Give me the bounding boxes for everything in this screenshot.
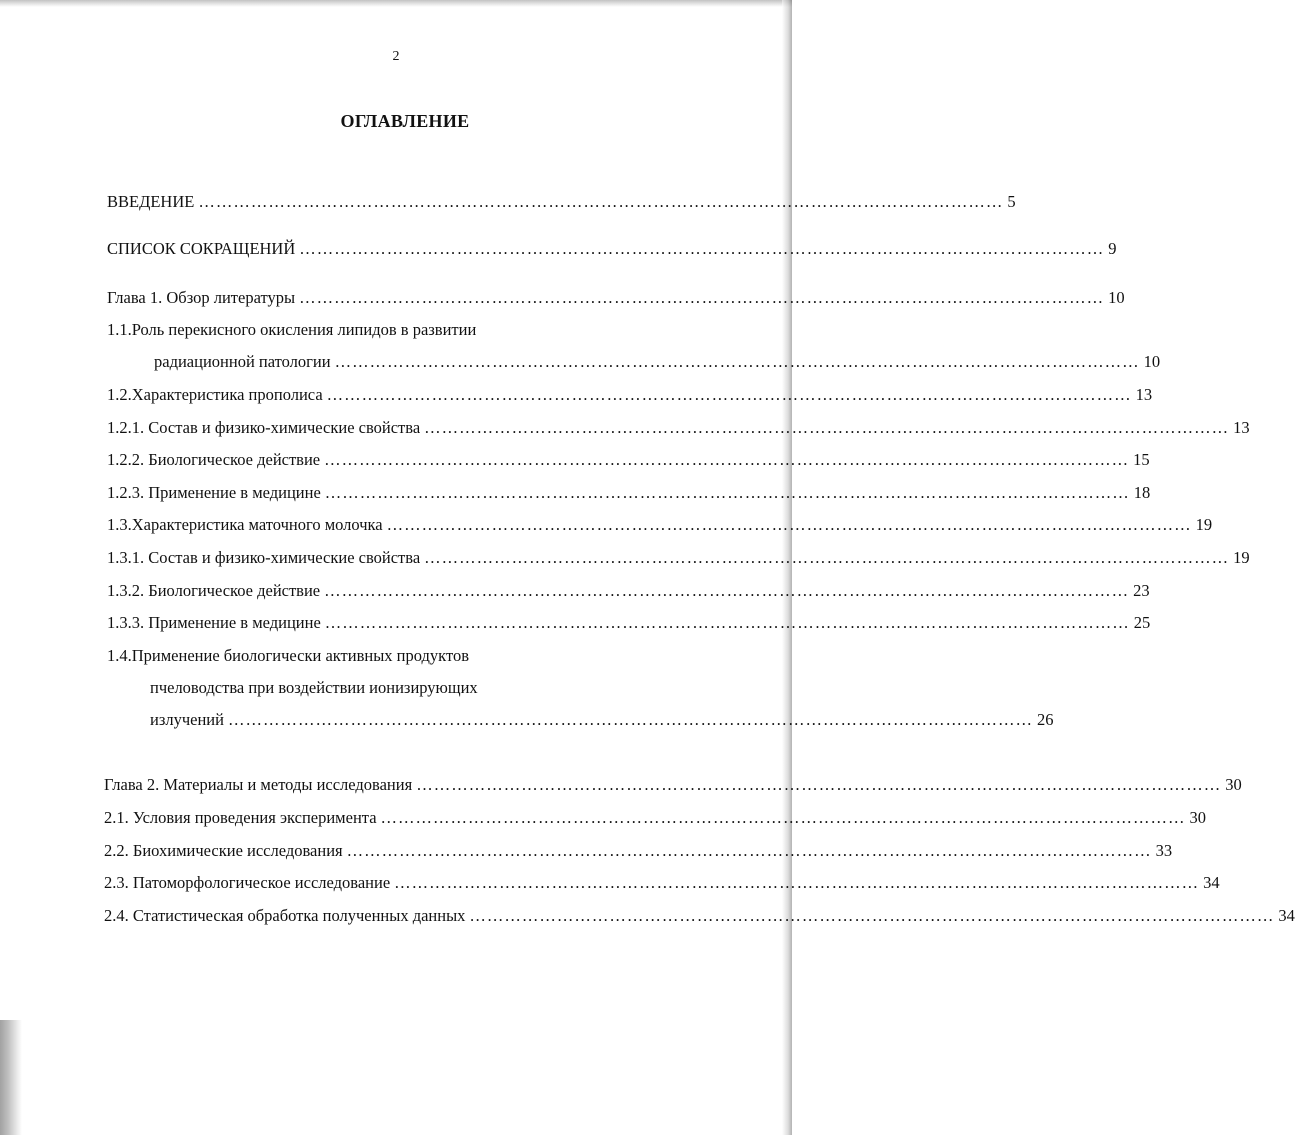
toc-page-number: 23 (1133, 581, 1150, 600)
toc-entry-label: Применение биологически активных продуктов (131, 646, 470, 665)
toc-entry-label: 2.1. Условия проведения эксперимента (104, 808, 377, 827)
dot-leader: ………………………………………………………………………………………………………………………… (299, 288, 1105, 307)
scan-edge-shadow (0, 1020, 22, 1135)
toc-entry-1-1-cont[interactable] (154, 352, 1161, 372)
toc-entry-1-4-cont2[interactable] (150, 710, 1054, 730)
toc-entry-label: Характеристика прополиса (131, 385, 323, 404)
toc-section-number: 1.2. (107, 385, 132, 404)
toc-entry-1-3-1[interactable] (107, 548, 1250, 568)
toc-entry-1-2[interactable] (107, 385, 1153, 405)
toc-entry-1-2-1[interactable] (107, 418, 1250, 438)
toc-page-number: 19 (1195, 515, 1213, 534)
page-number: 2 (392, 49, 400, 64)
toc-page-number: 33 (1155, 841, 1173, 860)
toc-page-number: 15 (1133, 450, 1150, 469)
dot-leader: ………………………………………………………………………………………………………………………… (324, 483, 1130, 502)
toc-page-number: 5 (1007, 192, 1016, 211)
toc-entry-label: СПИСОК СОКРАЩЕНИЙ (107, 239, 296, 258)
toc-entry-1-3-3[interactable] (107, 613, 1151, 633)
dot-leader: ………………………………………………………………………………………………………………………… (299, 239, 1105, 258)
toc-entry-1-4-cont[interactable] (150, 678, 478, 698)
toc-entry-1-2-3[interactable] (107, 483, 1151, 503)
toc-section-number: 1.4. (107, 646, 132, 665)
toc-entry-label: Глава 2. Материалы и методы исследования (104, 775, 413, 794)
toc-entry-label: Роль перекисного окисления липидов в развитии (131, 320, 477, 339)
toc-page-number: 34 (1203, 873, 1220, 892)
dot-leader: ………………………………………………………………………………………………………………………… (326, 385, 1132, 404)
dot-leader: ………………………………………………………………………………………………………………………… (386, 515, 1192, 534)
dot-leader: ………………………………………………………………………………………………………………………… (334, 352, 1140, 371)
page-title: ОГЛАВЛЕНИЕ (340, 111, 470, 131)
toc-entry-1-1[interactable] (107, 320, 476, 340)
toc-entry-1-3[interactable] (107, 515, 1213, 535)
toc-entry-label: Характеристика маточного молочка (131, 515, 383, 534)
toc-entry-label: 2.4. Статистическая обработка полученных данных (104, 906, 466, 925)
toc-page-number: 13 (1135, 385, 1153, 404)
toc-page-number: 13 (1233, 418, 1250, 437)
toc-page-number: 18 (1133, 483, 1151, 502)
dot-leader: ………………………………………………………………………………………………………………………… (227, 710, 1033, 729)
toc-entry-1-3-2[interactable] (107, 581, 1150, 601)
toc-page-number: 9 (1108, 239, 1117, 258)
toc-section-number: 1.3. (107, 515, 132, 534)
toc-page-number: 10 (1108, 288, 1125, 307)
toc-entry-label: ВВЕДЕНИЕ (107, 192, 195, 211)
toc-section-number: 1.1. (107, 320, 132, 339)
toc-entry-label: Глава 1. Обзор литературы (107, 288, 296, 307)
scan-edge-shadow (0, 0, 792, 7)
dot-leader: ………………………………………………………………………………………………………………………… (324, 581, 1130, 600)
toc-entry-2-3[interactable] (104, 873, 1220, 893)
dot-leader: ………………………………………………………………………………………………………………………… (324, 450, 1130, 469)
toc-entry-label: 1.3.2. Биологическое действие (107, 581, 321, 600)
toc-entry-abbreviations[interactable] (107, 239, 1117, 259)
toc-entry-label: радиационной патологии (154, 352, 331, 371)
toc-entry-label: 2.3. Патоморфологическое исследование (104, 873, 391, 892)
toc-page-number: 34 (1278, 906, 1295, 925)
toc-entry-label: 2.2. Биохимические исследования (104, 841, 343, 860)
toc-entry-2-2[interactable] (104, 841, 1173, 861)
toc-page-number: 30 (1189, 808, 1207, 827)
toc-page-number: 30 (1225, 775, 1242, 794)
dot-leader: ………………………………………………………………………………………………………………………… (394, 873, 1200, 892)
toc-entry-label: 1.2.3. Применение в медицине (107, 483, 321, 502)
dot-leader: ………………………………………………………………………………………………………………………… (469, 906, 1275, 925)
toc-entry-chapter-2[interactable] (104, 775, 1242, 795)
toc-entry-label: пчеловодства при воздействии ионизирующих (150, 678, 478, 697)
toc-entry-intro[interactable] (107, 192, 1016, 212)
dot-leader: ………………………………………………………………………………………………………………………… (346, 841, 1152, 860)
dot-leader: ………………………………………………………………………………………………………………………… (424, 548, 1230, 567)
dot-leader: ………………………………………………………………………………………………………………………… (324, 613, 1130, 632)
toc-entry-label: 1.3.3. Применение в медицине (107, 613, 321, 632)
toc-page-number: 10 (1143, 352, 1161, 371)
dot-leader: ………………………………………………………………………………………………………………………… (424, 418, 1230, 437)
toc-entry-2-4[interactable] (104, 906, 1295, 926)
toc-entry-1-2-2[interactable] (107, 450, 1150, 470)
toc-entry-label: излучений (150, 710, 224, 729)
dot-leader: ………………………………………………………………………………………………………………………… (416, 775, 1222, 794)
toc-page-number: 19 (1233, 548, 1250, 567)
toc-entry-1-4[interactable] (107, 646, 469, 666)
toc-entry-label: 1.2.1. Состав и физико-химические свойства (107, 418, 421, 437)
dot-leader: ………………………………………………………………………………………………………………………… (380, 808, 1186, 827)
toc-page-number: 26 (1036, 710, 1054, 729)
toc-entry-2-1[interactable] (104, 808, 1207, 828)
toc-entry-chapter-1[interactable] (107, 288, 1125, 308)
toc-entry-label: 1.3.1. Состав и физико-химические свойства (107, 548, 421, 567)
toc-page-number: 25 (1133, 613, 1151, 632)
toc-entry-label: 1.2.2. Биологическое действие (107, 450, 321, 469)
dot-leader: ………………………………………………………………………………………………………………………… (198, 192, 1004, 211)
